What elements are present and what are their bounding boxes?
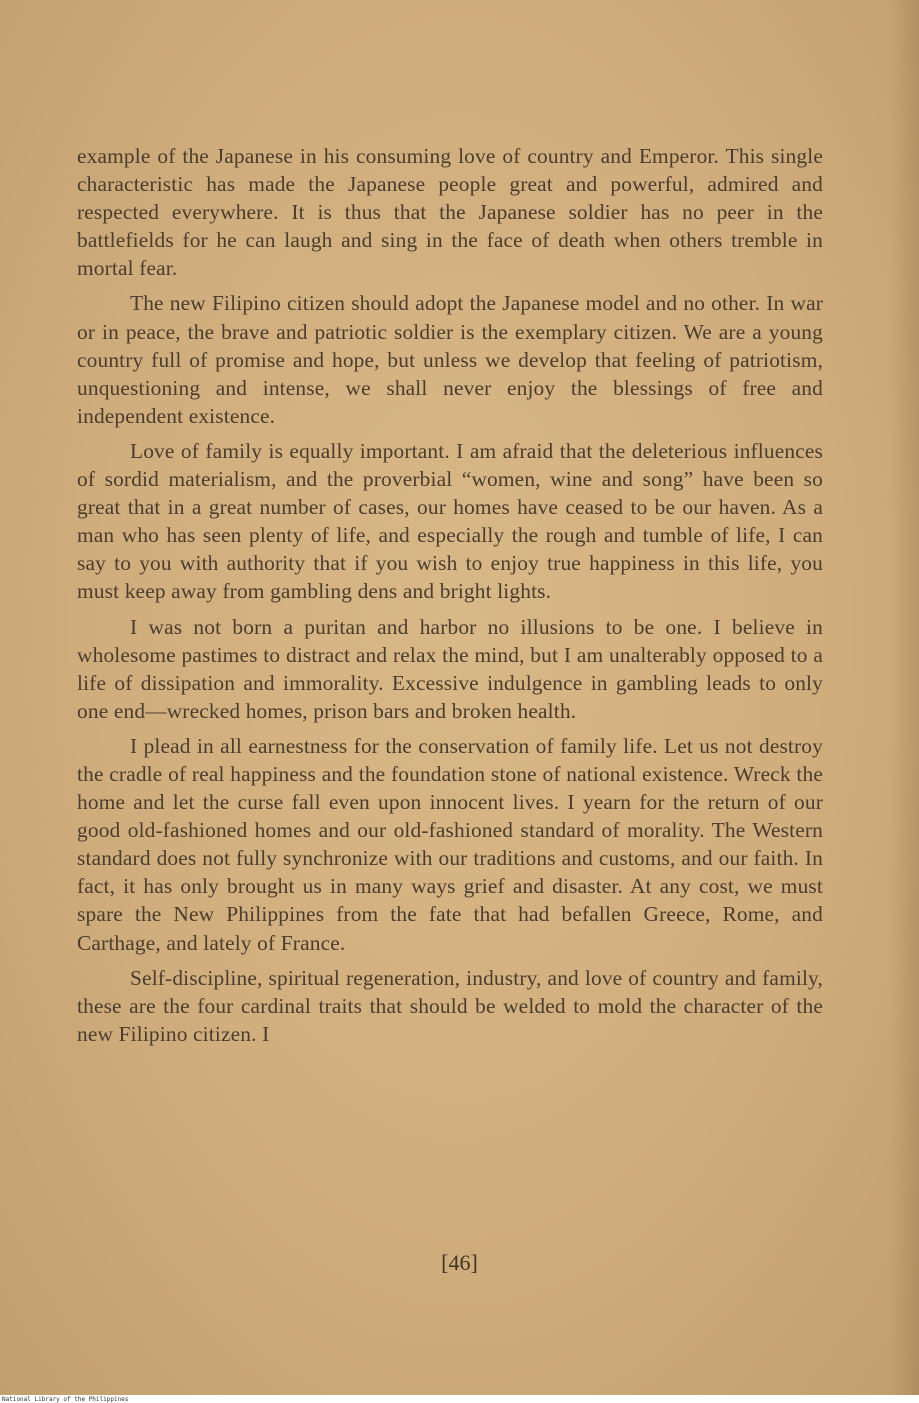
page-number: [46] — [441, 1250, 478, 1275]
paragraph-filipino-citizen: The new Filipino citizen should adopt the Japanese model and no other. In war or in peace, the brave and patriotic soldier is the exemplary citizen. We are a young country full of promise and hope, but unless we develop that feeling of patriotism, unquestioning and intense, we shall never enjoy the blessings of free and independent existence. — [77, 291, 823, 428]
paragraph-not-a-puritan: I was not born a puritan and harbor no illusions to be one. I believe in wholesome pastimes to distract and relax the mind, but I am unalterably opposed to a life of dissipation and immorality. Excessive indulgence in gambling leads to only one end—wrecked homes, prison bars and broken health. — [77, 614, 823, 723]
paragraph-continuation: example of the Japanese in his consuming love of country and Emperor. This single characteristic has made the Japanese people great and powerful, admired and respected everywhere. It is thus that the Japanese soldier has no peer in the battlefields for he can laugh and sing in the face of death when others tremble in mortal fear. — [77, 144, 823, 281]
body-text — [77, 142, 823, 1055]
page-edge-shadow — [889, 0, 919, 1395]
paragraph-self-discipline: Self-discipline, spiritual regeneration, industry, and love of country and family, these are the four cardinal traits that should be welded to mold the character of the new Filipino citizen. I — [77, 965, 823, 1046]
library-credit: National Library of the Philippines — [2, 1396, 129, 1403]
paragraph-family-life: I plead in all earnestness for the conservation of family life. Let us not destroy the cradle of real happiness and the foundation stone of national existence. Wreck the home and let the curse fall even upon innocent lives. I yearn for the return of our good old-fashioned homes and our old-fashioned standard of morality. The Western standard does not fully synchronize with our traditions and customs, and our faith. In fact, it has only brought us in many ways grief and disaster. At any cost, we must spare the New Philippines from the fate that had befallen Greece, Rome, and Carthage, and lately of France. — [77, 733, 823, 955]
paragraph-love-of-family: Love of family is equally important. I am afraid that the deleterious influences of sordid materialism, and the proverbial “women, wine and song” have been so great that in a great number of cases, our homes have ceased to be our haven. As a man who has seen plenty of life, and especially the rough and tumble of life, I can say to you with authority that if you wish to enjoy true happiness in this life, you must keep away from gambling dens and bright lights. — [77, 438, 823, 604]
